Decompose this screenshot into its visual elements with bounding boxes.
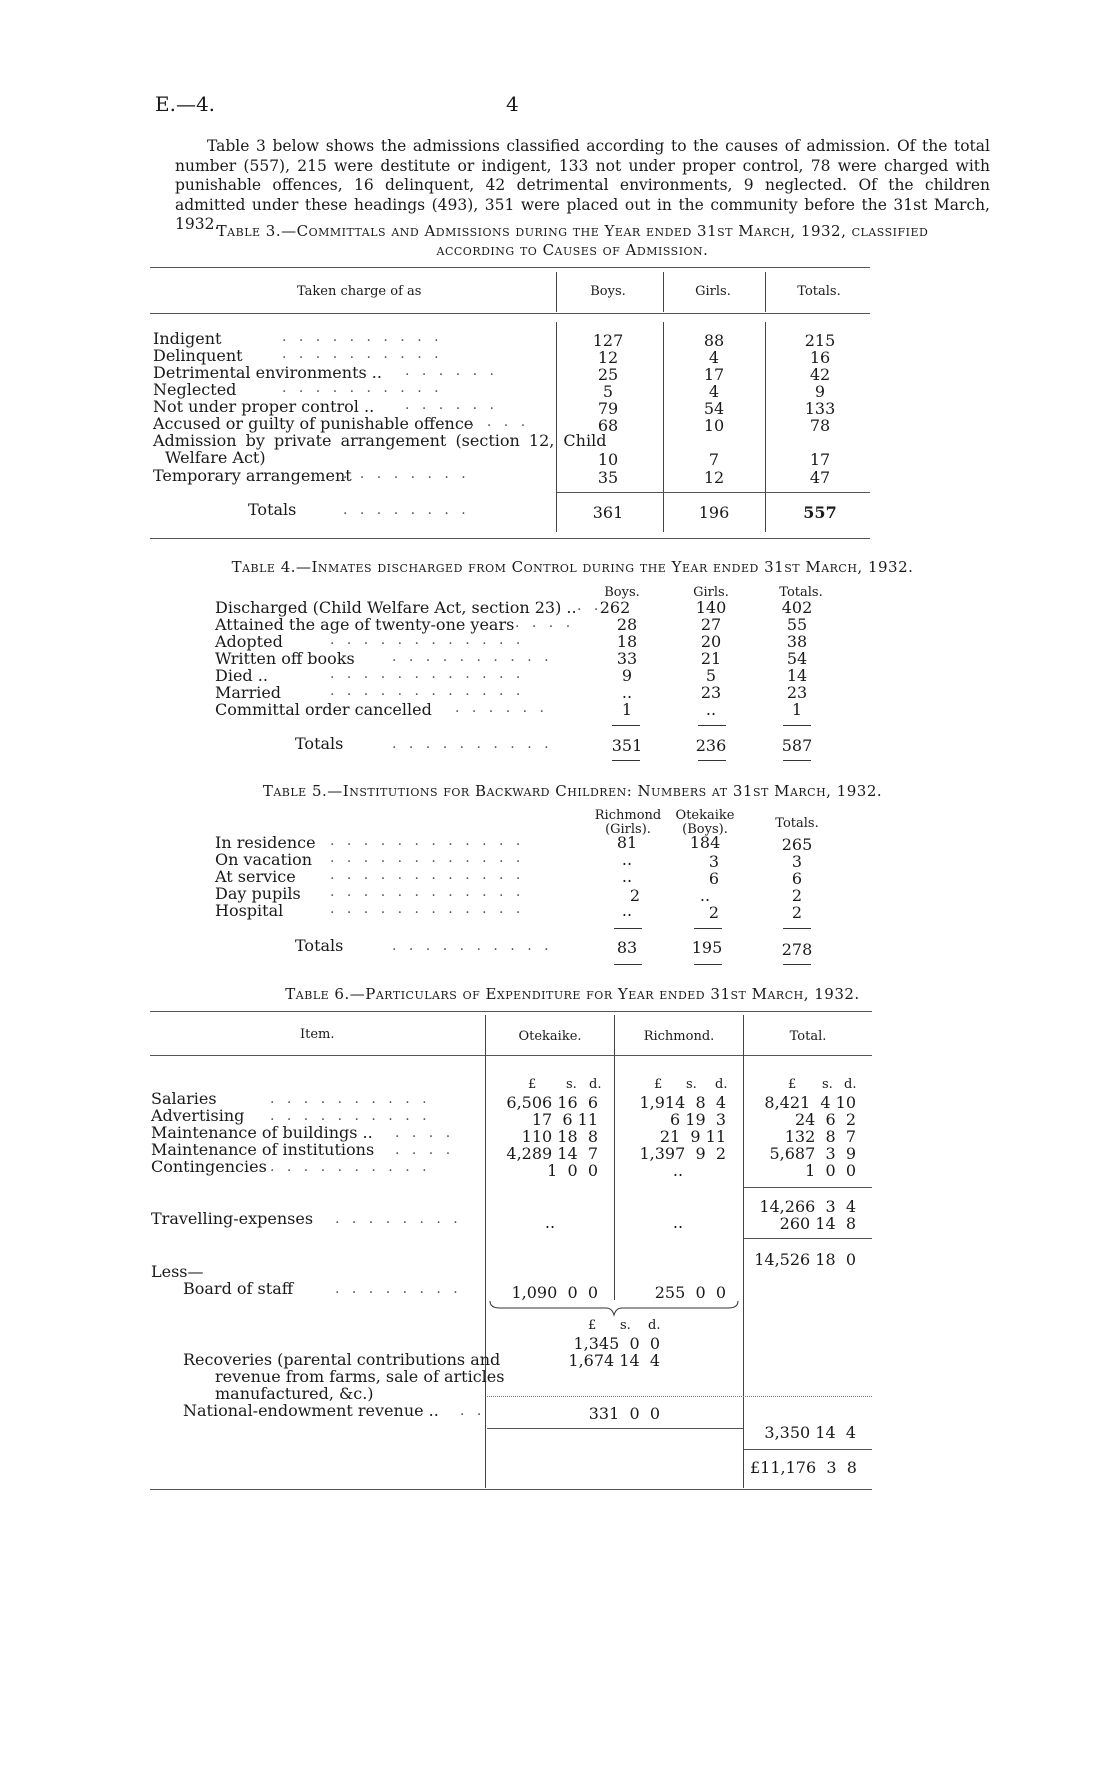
leader-dots: . . . . . . . . . . xyxy=(392,938,553,954)
shilling-heading: s. xyxy=(620,1318,631,1333)
table5-total: 265 xyxy=(781,835,813,854)
table6-header-total: Total. xyxy=(789,1029,827,1044)
shilling-heading: s. xyxy=(686,1077,697,1092)
table5-otekaike: .. xyxy=(699,886,711,905)
intro-text: Table 3 below shows the admissions classified according to the causes of admission. Of the total number (557), 215 were destitute or indigent, 133 not under proper control, 78 were charged with punishable offences, 16 delinquent, 42 detrimental environments, 9 neglected. Of the children admitted under these headings (493), 351 were placed out in the community before the 31st March, 1932. xyxy=(175,137,990,233)
sum-rule xyxy=(783,928,811,929)
leader-dots: . . . . . . xyxy=(405,397,498,413)
table4-total: 38 xyxy=(786,632,808,651)
table5-totals-label: Totals xyxy=(295,936,344,955)
table5-header-richmond: Richmond xyxy=(594,808,662,823)
pound-heading: £ xyxy=(788,1077,797,1092)
sum-rule xyxy=(612,725,640,726)
table6-richmond: 1,397 9 2 xyxy=(639,1144,726,1163)
table3-girls: 10 xyxy=(703,416,725,435)
sum-rule xyxy=(612,760,640,761)
table6-otekaike: .. xyxy=(544,1213,556,1232)
table3-header-rule xyxy=(150,313,870,314)
table6-total: 260 14 8 xyxy=(779,1214,856,1233)
recoveries-label-line1: Recoveries (parental contributions and xyxy=(183,1350,501,1369)
table3-total: 16 xyxy=(809,348,831,367)
table3-girls: 54 xyxy=(703,399,725,418)
table6-bottom-rule xyxy=(150,1489,872,1490)
sum-rule xyxy=(783,725,811,726)
table4-boys: 33 xyxy=(616,649,638,668)
table5-row-label: On vacation xyxy=(215,850,313,869)
shilling-heading: s. xyxy=(566,1077,577,1092)
table3-boys: 25 xyxy=(597,365,619,384)
table4-boys: 1 xyxy=(621,700,633,719)
table3-boys: 127 xyxy=(592,331,624,350)
table4-row-label: Committal order cancelled xyxy=(215,700,432,719)
table3-girls: 88 xyxy=(703,331,725,350)
pence-heading: d. xyxy=(648,1318,661,1333)
leader-dots: . . . . . . xyxy=(455,700,548,716)
table4-girls: 23 xyxy=(700,683,722,702)
table3-row-label: Not under proper control .. xyxy=(153,397,375,416)
table3-total: 133 xyxy=(804,399,836,418)
pound-heading: £ xyxy=(588,1318,597,1333)
table6-row-label: Travelling-expenses xyxy=(151,1209,314,1228)
table3-caption-line2: according to Causes of Admission. xyxy=(436,241,709,259)
table4-girls: 27 xyxy=(700,615,722,634)
leader-dots: . . . . . . . . xyxy=(343,502,470,518)
table6-total: 132 8 7 xyxy=(784,1127,856,1146)
table4-total: 55 xyxy=(786,615,808,634)
table4-boys: 262 xyxy=(599,598,631,617)
table6-total: 8,421 4 10 xyxy=(764,1093,856,1112)
leader-dots: . . . . . . . . . . . . xyxy=(330,901,525,917)
pence-heading: d. xyxy=(715,1077,728,1092)
table4-grand-total: 587 xyxy=(781,736,813,755)
table3-girls: 12 xyxy=(703,468,725,487)
table3-girls: 4 xyxy=(708,382,720,401)
table6-header-item: Item. xyxy=(300,1027,335,1042)
table5-header-totals: Totals. xyxy=(775,816,819,831)
leader-dots: . . . . . . . . . . xyxy=(282,346,443,362)
table6-row-label: Salaries xyxy=(151,1089,217,1108)
report-reference: E.—4. xyxy=(155,92,216,116)
recoveries-label-line2: revenue from farms, sale of articles xyxy=(215,1367,505,1386)
deductions-total: 3,350 14 4 xyxy=(764,1423,856,1442)
leader-dots: . . . . xyxy=(470,414,530,430)
leader-dots: . . . . . . . . . . xyxy=(270,1159,431,1175)
table6-header-rule xyxy=(150,1055,872,1056)
sum-rule xyxy=(694,964,722,965)
table3-boys: 68 xyxy=(597,416,619,435)
table6-subtotal-1: 14,266 3 4 xyxy=(759,1197,856,1216)
leader-dots: . . . . . . xyxy=(405,363,498,379)
table5-total: 6 xyxy=(791,869,803,888)
leader-dots: . . . . . . . . xyxy=(335,1281,462,1297)
table3-total: 78 xyxy=(809,416,831,435)
table6-richmond: 255 0 0 xyxy=(654,1283,726,1302)
table4-total: 23 xyxy=(786,683,808,702)
table3-boys: 35 xyxy=(597,468,619,487)
table6-row-label: Maintenance of buildings .. xyxy=(151,1123,373,1142)
table3-total-boys: 361 xyxy=(592,503,624,522)
table4-row-label: Discharged (Child Welfare Act, section 23) .. xyxy=(215,598,577,617)
leader-dots: . . . . xyxy=(515,615,575,631)
table4-boys: 28 xyxy=(616,615,638,634)
table6-richmond: 1,914 8 4 xyxy=(639,1093,726,1112)
table3-boys: 10 xyxy=(597,450,619,469)
table4-header-boys: Boys. xyxy=(604,585,640,600)
table4-row-label: Died .. xyxy=(215,666,268,685)
table4-girls: 21 xyxy=(700,649,722,668)
table4-total: 54 xyxy=(786,649,808,668)
table4-totals-label: Totals xyxy=(295,734,344,753)
table4-total: 14 xyxy=(786,666,808,685)
leader-dots: . . . . . . . . xyxy=(343,466,470,482)
table6-header-otekaike: Otekaike. xyxy=(518,1029,582,1044)
table3-row-label: Detrimental environments .. xyxy=(153,363,382,382)
table3-col-divider xyxy=(765,322,766,532)
leader-dots: . . . . xyxy=(395,1142,455,1158)
leader-dots: . . . . . . . . . . . . xyxy=(330,867,525,883)
table6-richmond: .. xyxy=(672,1161,684,1180)
table4-boys: 18 xyxy=(616,632,638,651)
table3-girls: 17 xyxy=(703,365,725,384)
table6-row-label: Contingencies xyxy=(151,1157,267,1176)
table6-header-richmond: Richmond. xyxy=(643,1029,715,1044)
table3-header-label: Taken charge of as xyxy=(297,284,422,299)
table4-total-girls: 236 xyxy=(695,736,727,755)
table3-col-divider xyxy=(556,322,557,532)
table6-otekaike: 110 18 8 xyxy=(521,1127,598,1146)
table4-girls: .. xyxy=(705,700,717,719)
table4-total-boys: 351 xyxy=(611,736,643,755)
leader-dots: . . . . . . . . . . xyxy=(282,329,443,345)
deductions-rule xyxy=(487,1428,743,1429)
table6-row-label: Board of staff xyxy=(183,1279,294,1298)
table4-girls: 5 xyxy=(705,666,717,685)
sum-rule xyxy=(614,928,642,929)
table6-richmond: 21 9 11 xyxy=(659,1127,726,1146)
table5-row-label: Hospital xyxy=(215,901,284,920)
intro-paragraph xyxy=(175,137,990,235)
net-rule xyxy=(744,1449,872,1450)
table3-col-divider xyxy=(765,272,766,312)
leader-dots: . . xyxy=(577,598,603,614)
table3-row-label: Temporary arrangement xyxy=(153,466,352,485)
leader-dots: . . . . . . . . . . xyxy=(282,380,443,396)
leader-dots: . . . . . . . . . . . . xyxy=(330,850,525,866)
table3-row-label: Neglected xyxy=(153,380,237,399)
table5-total-otekaike: 195 xyxy=(691,938,723,957)
table6-richmond: .. xyxy=(672,1213,684,1232)
table5-richmond: .. xyxy=(621,867,633,886)
table5-row-label: Day pupils xyxy=(215,884,301,903)
table6-total: 5,687 3 9 xyxy=(769,1144,856,1163)
page-number: 4 xyxy=(506,92,519,116)
table5-header-boys: (Boys). xyxy=(682,822,728,837)
leader-dots: . . . . . . . . . . xyxy=(392,649,553,665)
table3-total: 17 xyxy=(809,450,831,469)
table6-otekaike: 17 6 11 xyxy=(531,1110,598,1129)
table6-caption: Table 6.—Particulars of Expenditure for Year ended 31st March, 1932. xyxy=(285,985,860,1003)
table5-otekaike: 184 xyxy=(689,833,721,852)
table5-total: 2 xyxy=(791,886,803,905)
table4-row-label: Adopted xyxy=(215,632,283,651)
table5-header-girls: (Girls). xyxy=(605,822,651,837)
table3-total: 215 xyxy=(804,331,836,350)
table3-boys: 79 xyxy=(597,399,619,418)
table3-grand-total: 557 xyxy=(803,503,837,522)
table3-header-boys: Boys. xyxy=(590,284,626,299)
table4-row-label: Attained the age of twenty-one years xyxy=(215,615,515,634)
table5-row-label: In residence xyxy=(215,833,316,852)
leader-dots: . . . . . . . . . . . . xyxy=(330,632,525,648)
table3-row-label: Indigent xyxy=(153,329,222,348)
table5-total-richmond: 83 xyxy=(616,938,638,957)
table6-total: 24 6 2 xyxy=(794,1110,856,1129)
leader-dots: . . . . xyxy=(395,1125,455,1141)
table4-row-label: Married xyxy=(215,683,282,702)
table3-caption-line1: Table 3.—Committals and Admissions during the Year ended 31st March, 1932, classified xyxy=(216,222,929,240)
leader-dots: . . . . . . . . . . . . xyxy=(330,884,525,900)
pence-heading: d. xyxy=(844,1077,857,1092)
leader-dots: . . xyxy=(460,1403,486,1419)
table3-boys: 12 xyxy=(597,348,619,367)
sum-rule xyxy=(614,964,642,965)
pound-heading: £ xyxy=(654,1077,663,1092)
table3-girls: 4 xyxy=(708,348,720,367)
table6-top-rule xyxy=(150,1011,872,1012)
table5-richmond: .. xyxy=(621,901,633,920)
table3-header-totals: Totals. xyxy=(797,284,841,299)
table3-col-divider xyxy=(556,272,557,312)
sum-rule xyxy=(783,760,811,761)
table5-grand-total: 278 xyxy=(781,940,813,959)
table5-richmond: 2 xyxy=(629,886,641,905)
table3-row-label: Welfare Act) xyxy=(165,448,266,467)
table3-totals-rule xyxy=(557,492,870,493)
table3-total: 42 xyxy=(809,365,831,384)
sum-rule xyxy=(694,928,722,929)
net-expenditure: £11,176 3 8 xyxy=(750,1458,857,1477)
table3-bottom-rule xyxy=(150,538,870,539)
table6-otekaike: 4,289 14 7 xyxy=(506,1144,598,1163)
dotted-rule xyxy=(487,1396,872,1397)
table6-otekaike: 1,090 0 0 xyxy=(511,1283,598,1302)
table4-total: 402 xyxy=(781,598,813,617)
table5-total: 2 xyxy=(791,903,803,922)
leader-dots: . . . . . . . . . . . . xyxy=(330,833,525,849)
table5-total: 3 xyxy=(791,852,803,871)
table3-total: 9 xyxy=(814,382,826,401)
leader-dots: . . . . . . . . . . . . xyxy=(330,666,525,682)
less-label: Less— xyxy=(151,1262,204,1281)
leader-dots: . . . . . . . . . . . . xyxy=(330,683,525,699)
table4-girls: 20 xyxy=(700,632,722,651)
table5-richmond: .. xyxy=(621,850,633,869)
leader-dots: . . . . . . . . . . xyxy=(270,1108,431,1124)
table6-col-divider xyxy=(743,1015,744,1488)
pence-heading: d. xyxy=(589,1077,602,1092)
table3-total: 47 xyxy=(809,468,831,487)
leader-dots: . . . . . . . . . . xyxy=(392,736,553,752)
endowment-value: 331 0 0 xyxy=(588,1404,660,1423)
table3-totals-label: Totals xyxy=(248,500,297,519)
table4-header-girls: Girls. xyxy=(693,585,729,600)
board-total: 1,345 0 0 xyxy=(573,1334,660,1353)
endowment-label: National-endowment revenue .. xyxy=(183,1401,439,1420)
table3-col-divider xyxy=(663,322,664,532)
table6-row-label: Advertising xyxy=(151,1106,245,1125)
table6-row-label: Maintenance of institutions xyxy=(151,1140,375,1159)
table3-girls: 7 xyxy=(708,450,720,469)
table3-row-label: Delinquent xyxy=(153,346,243,365)
table4-caption: Table 4.—Inmates discharged from Control during the Year ended 31st March, 1932. xyxy=(231,558,914,576)
subtotal-rule xyxy=(744,1187,872,1188)
table6-col-divider xyxy=(614,1015,615,1300)
pound-heading: £ xyxy=(528,1077,537,1092)
subtotal-rule xyxy=(744,1238,872,1239)
table4-girls: 140 xyxy=(695,598,727,617)
leader-dots: . . . . . . . . . . xyxy=(270,1091,431,1107)
table4-row-label: Written off books xyxy=(215,649,355,668)
table3-top-rule xyxy=(150,267,870,268)
recoveries-value: 1,674 14 4 xyxy=(568,1351,660,1370)
table5-otekaike: 3 xyxy=(708,852,720,871)
table4-boys: .. xyxy=(621,683,633,702)
table4-header-totals: Totals. xyxy=(779,585,823,600)
table3-row-label: Accused or guilty of punishable offence xyxy=(153,414,474,433)
table5-caption: Table 5.—Institutions for Backward Children: Numbers at 31st March, 1932. xyxy=(262,782,883,800)
table3-col-divider xyxy=(663,272,664,312)
table6-subtotal-2: 14,526 18 0 xyxy=(754,1250,856,1269)
shilling-heading: s. xyxy=(822,1077,833,1092)
table6-otekaike: 1 0 0 xyxy=(547,1161,598,1180)
table6-otekaike: 6,506 16 6 xyxy=(506,1093,598,1112)
table5-header-otekaike: Otekaike xyxy=(675,808,735,823)
recoveries-label-line3: manufactured, &c.) xyxy=(215,1384,374,1403)
leader-dots: . . . . . . . . xyxy=(335,1211,462,1227)
sum-rule xyxy=(783,964,811,965)
table6-richmond: 6 19 3 xyxy=(670,1110,726,1129)
table5-row-label: At service xyxy=(215,867,296,886)
sum-brace xyxy=(488,1299,740,1317)
table5-richmond: 81 xyxy=(616,833,638,852)
table5-otekaike: 6 xyxy=(708,869,720,888)
sum-rule xyxy=(698,760,726,761)
table3-header-girls: Girls. xyxy=(695,284,731,299)
table3-boys: 5 xyxy=(602,382,614,401)
table3-total-girls: 196 xyxy=(698,503,730,522)
table3-row-label: Admission by private arrangement (section 12, Child xyxy=(153,431,607,450)
table4-boys: 9 xyxy=(621,666,633,685)
table6-total: 1 0 0 xyxy=(805,1161,856,1180)
table4-total: 1 xyxy=(791,700,803,719)
sum-rule xyxy=(698,725,726,726)
table5-otekaike: 2 xyxy=(708,903,720,922)
